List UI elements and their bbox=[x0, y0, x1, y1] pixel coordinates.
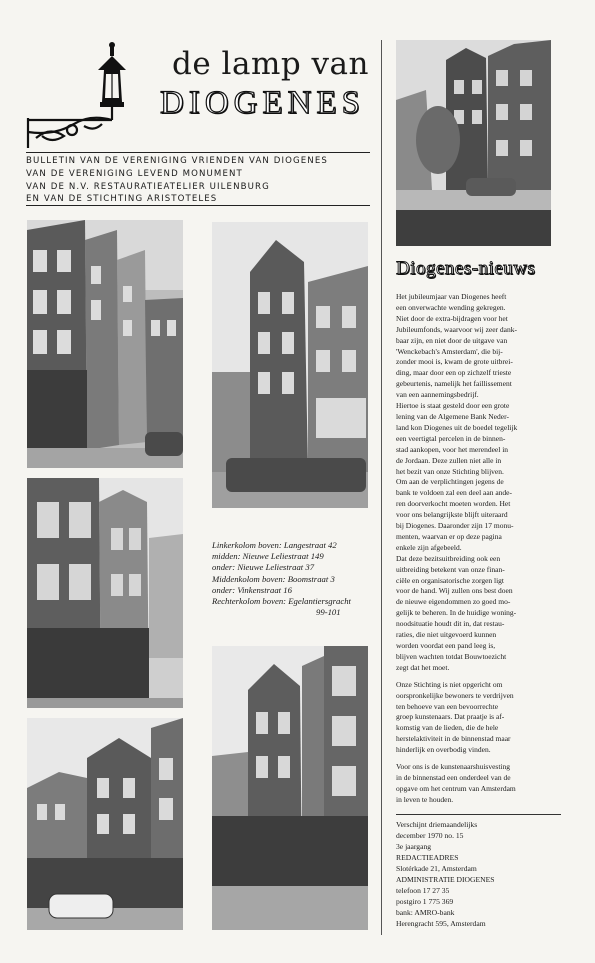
news-line: Onze Stichting is niet opgericht om bbox=[396, 679, 503, 689]
news-line: uitbreiding betekent van onze finan- bbox=[396, 564, 505, 574]
news-line: een veertigtal percelen in de binnen- bbox=[396, 433, 506, 443]
news-line: in de binnenstad een onderdeel van de bbox=[396, 772, 511, 782]
caption-line: onder: Nieuwe Leliestraat 37 bbox=[212, 562, 315, 573]
news-line: de Jordaan. Deze zullen niet alle in bbox=[396, 455, 502, 465]
caption-line: 99-101 bbox=[316, 607, 341, 618]
bulletin-rule bbox=[26, 205, 370, 206]
news-line: opgave om het centrum van Amsterdam bbox=[396, 783, 516, 793]
colophon-rule bbox=[396, 814, 561, 815]
colophon-line: bank: AMRO-bank bbox=[396, 908, 455, 917]
news-line: gelijk te beheren. In de huidige woning- bbox=[396, 608, 517, 618]
bulletin-line: EN VAN DE STICHTING ARISTOTELES bbox=[26, 194, 218, 205]
news-line: stad aankopen, voor het merendeel in bbox=[396, 444, 509, 454]
news-line: baar zijn, en niet door de uitgave van bbox=[396, 335, 508, 345]
news-line: blijven wachten totdat Bouwtoezicht bbox=[396, 651, 507, 661]
news-line: ren doorverkocht moeten worden. Het bbox=[396, 499, 511, 509]
news-line: oorspronkelijke bewoners te verdrijven bbox=[396, 690, 514, 700]
news-line: Het jubileumjaar van Diogenes heeft bbox=[396, 292, 507, 301]
caption-line: Middenkolom boven: Boomstraat 3 bbox=[212, 573, 335, 584]
photo-langestraat-42 bbox=[27, 220, 183, 468]
news-line: hinderlijk en overbodig vinden. bbox=[396, 745, 491, 755]
news-line: van een aannemingsbedrijf. bbox=[396, 390, 479, 400]
colophon-line: 3e jaargang bbox=[396, 842, 432, 851]
photo-nieuwe-leliestraat-149 bbox=[27, 478, 183, 708]
news-line: Voor ons is de kunstenaarshuisvesting bbox=[396, 762, 511, 772]
news-line: enkele zijn afgebeeld. bbox=[396, 542, 462, 552]
news-line: lening van de Algemene Bank Neder- bbox=[396, 411, 509, 421]
news-section-title: Diogenes-nieuws bbox=[396, 258, 536, 279]
caption-line: midden: Nieuwe Leliestraat 149 bbox=[212, 551, 324, 562]
news-line: Niet door de extra-bijdragen voor het bbox=[396, 313, 508, 323]
news-line: Dat deze bezitsuitbreiding ook een bbox=[396, 553, 501, 563]
photo-egelantiersgracht-99-101 bbox=[396, 40, 551, 246]
colophon-line: REDACTIEADRES bbox=[396, 853, 459, 862]
news-line: in leven te houden. bbox=[396, 794, 454, 804]
news-line: bij Diogenes. Daaronder zijn 17 monu- bbox=[396, 521, 514, 531]
bulletin-line: BULLETIN VAN DE VERENIGING VRIENDEN VAN DIOGENES bbox=[26, 156, 328, 166]
header-rule bbox=[26, 152, 370, 153]
news-line: herstelaktiviteit in de binnenstad maar bbox=[396, 734, 511, 744]
news-line: voor de hand. Wij zullen ons best doen bbox=[396, 586, 513, 596]
news-paragraph bbox=[396, 292, 556, 674]
news-paragraph bbox=[396, 680, 556, 756]
news-line: ding, maar door een op zichzelf trieste bbox=[396, 368, 512, 378]
masthead-title-top: de lamp van bbox=[172, 46, 369, 82]
colophon-line: december 1970 no. 15 bbox=[396, 831, 464, 840]
news-article-body bbox=[396, 292, 556, 812]
news-line: een onverwachte wending gekregen. bbox=[396, 302, 506, 312]
news-line: noodsituatie houdt dit in, dat restau- bbox=[396, 619, 505, 629]
news-line: bank te voldoen zal een deel aan ande- bbox=[396, 488, 512, 498]
colophon-line: Herengracht 595, Amsterdam bbox=[396, 919, 486, 928]
news-line: Hiertoe is staat gesteld door een grote bbox=[396, 401, 510, 411]
street-lantern-icon bbox=[24, 40, 136, 152]
bulletin-line: VAN DE VERENIGING LEVEND MONUMENT bbox=[26, 168, 243, 179]
news-line: groep kunstenaars. Dat praatje is af- bbox=[396, 712, 505, 722]
news-line: menten, waarvan er op deze pagina bbox=[396, 531, 502, 541]
caption-line: onder: Vinkenstraat 16 bbox=[212, 584, 292, 595]
news-line: Jubileumfonds, waarvoor wij zeer dank- bbox=[396, 324, 518, 334]
photo-boomstraat-3 bbox=[212, 222, 368, 508]
photo-vinkenstraat-16 bbox=[212, 646, 368, 930]
news-line: voor ons belangrijkste blijft uiteraard bbox=[396, 510, 508, 520]
news-line: worden voordat een pand leeg is, bbox=[396, 641, 496, 650]
news-line: het bezit van onze Stichting blijven. bbox=[396, 466, 504, 476]
colophon-line: Slotérkade 21, Amsterdam bbox=[396, 864, 477, 873]
news-line: komstig van de lieden, die de hele bbox=[396, 723, 499, 733]
news-line: zonder mooi is, kwam de grote uitbrei- bbox=[396, 357, 513, 367]
news-line: raties, die niet uitgevoerd kunnen bbox=[396, 630, 497, 640]
news-line: Om aan de verplichtingen jegens de bbox=[396, 477, 504, 487]
news-paragraph bbox=[396, 762, 556, 806]
colophon-line: ADMINISTRATIE DIOGENES bbox=[396, 875, 495, 884]
colophon-line: telefoon 17 27 35 bbox=[396, 886, 450, 895]
news-line: ciële en organisatorische zorgen ligt bbox=[396, 575, 505, 585]
colophon bbox=[396, 819, 495, 929]
bulletin-line: VAN DE N.V. RESTAURATIEATELIER UILENBURG bbox=[26, 181, 270, 192]
caption-line: Rechterkolom boven: Egelantiersgracht bbox=[212, 596, 351, 607]
masthead-title-main: DIOGENES bbox=[160, 85, 365, 121]
bulletin-subtitle bbox=[26, 155, 328, 206]
news-line: land kon Diogenes uit de boedel tegelijk bbox=[396, 422, 518, 432]
photo-caption bbox=[212, 540, 351, 618]
news-line: gebeurtenis, namelijk het faillissement bbox=[396, 379, 512, 389]
news-line: 'Wenckebach's Amsterdam', die bij- bbox=[396, 346, 503, 356]
caption-line: Linkerkolom boven: Langestraat 42 bbox=[212, 540, 337, 550]
news-line: ten behoeve van een bevoorrechte bbox=[396, 701, 499, 711]
colophon-line: postgiro 1 775 369 bbox=[396, 897, 454, 906]
column-divider bbox=[381, 40, 382, 935]
colophon-line: Verschijnt driemaandelijks bbox=[396, 820, 478, 829]
news-line: de nieuwe eigendommen zo goed mo- bbox=[396, 597, 511, 607]
news-line: zegt dat het moet. bbox=[396, 662, 450, 672]
photo-nieuwe-leliestraat-37 bbox=[27, 718, 183, 930]
